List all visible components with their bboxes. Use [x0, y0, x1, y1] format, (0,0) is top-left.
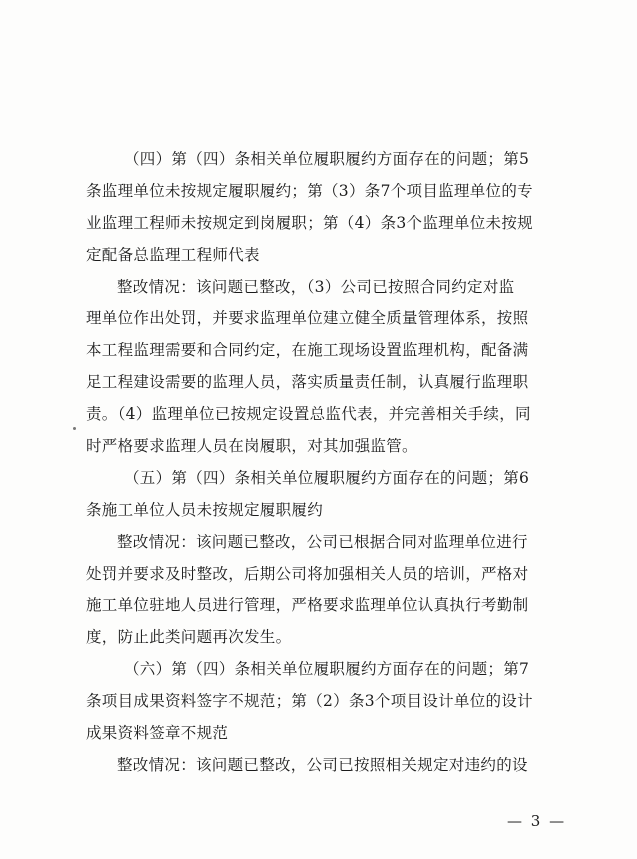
text-line: 时严格要求监理人员在岗履职，对其加强监管。 — [86, 437, 418, 456]
text-line: 理单位作出处罚，并要求监理单位建立健全质量管理体系，按照 — [86, 309, 529, 328]
text-line: （六）第（四）条相关单位履职履约方面存在的问题；第7 — [124, 660, 530, 679]
text-line: 条监理单位未按规定履职履约；第（3）条7个项目监理单位的专 — [86, 181, 533, 200]
text-line: 整改情况：该问题已整改，（3）公司已按照合同约定对监 — [117, 277, 515, 296]
text-line: 整改情况：该问题已整改，公司已按照相关规定对违约的设 — [117, 755, 528, 774]
text-line: 责。（4）监理单位已按规定设置总监代表，并完善相关手续，同 — [86, 405, 531, 424]
text-line: 本工程监理需要和合同约定，在施工现场设置监理机构，配备满 — [86, 341, 529, 360]
text-line: 处罚并要求及时整改，后期公司将加强相关人员的培训，严格对 — [86, 564, 529, 583]
text-line: 条项目成果资料签字不规范；第（2）条3个项目设计单位的设计 — [86, 692, 533, 711]
text-line: 定配备总监理工程师代表 — [86, 245, 260, 264]
text-line: 足工程建设需要的监理人员，落实质量责任制，认真履行监理职 — [86, 373, 529, 392]
body-text — [86, 144, 566, 782]
text-line: 条施工单位人员未按规定履职履约 — [86, 500, 324, 519]
page-number: — 3 — — [507, 812, 567, 830]
text-line: （四）第（四）条相关单位履职履约方面存在的问题；第5 — [124, 150, 530, 168]
text-line: 度，防止此类问题再次发生。 — [86, 628, 292, 647]
text-line: 整改情况：该问题已整改，公司已根据合同对监理单位进行 — [117, 532, 528, 551]
text-line: 业监理工程师未按规定到岗履职；第（4）条3个监理单位未按规 — [86, 213, 533, 232]
scan-speck — [73, 427, 76, 430]
text-line: 成果资料签章不规范 — [86, 724, 229, 743]
text-line: 施工单位驻地人员进行管理，严格要求监理单位认真执行考勤制 — [86, 596, 529, 615]
text-line: （五）第（四）条相关单位履职履约方面存在的问题；第6 — [124, 468, 530, 487]
